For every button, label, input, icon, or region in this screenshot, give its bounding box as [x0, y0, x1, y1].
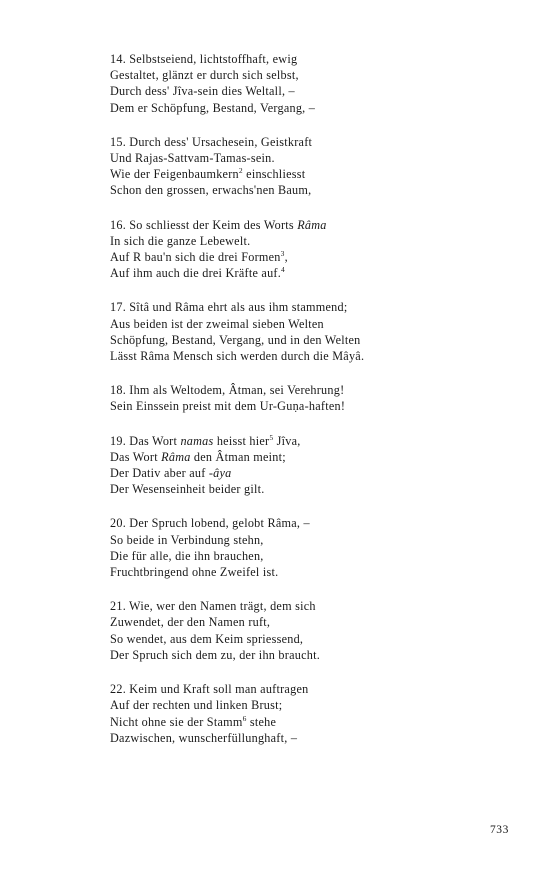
verse-line	[110, 465, 510, 481]
text-segment: Schon den grossen, erwachs'nen Baum,	[110, 183, 312, 198]
text-segment: Und Rajas-Sattvam-Tamas-sein.	[110, 151, 275, 166]
verse-line	[110, 730, 510, 746]
text-segment: 22. Keim und Kraft soll man auftragen	[110, 682, 309, 697]
verse-line	[110, 614, 510, 630]
footnote-marker: 3	[280, 249, 285, 259]
page-body	[110, 51, 510, 764]
verse-line	[110, 631, 510, 647]
text-segment: Lässt Râma Mensch sich werden durch die Mâyâ.	[110, 349, 365, 364]
text-segment: stehe	[246, 714, 277, 729]
verse-line	[110, 382, 510, 398]
text-segment: Gestaltet, glänzt er durch sich selbst,	[110, 68, 299, 83]
text-segment: Durch dess' Jîva-sein dies Weltall, –	[110, 84, 295, 99]
text-segment: Auf der rechten und linken Brust;	[110, 698, 283, 713]
verse-line	[110, 299, 510, 315]
verse-line	[110, 548, 510, 564]
page-number: 733	[489, 824, 509, 836]
text-segment: 20. Der Spruch lobend, gelobt Râma, –	[110, 516, 310, 531]
stanza	[110, 299, 510, 364]
italic-text: Râma	[297, 217, 327, 232]
text-segment: So wendet, aus dem Keim spriessend,	[110, 631, 304, 646]
text-segment: Dem er Schöpfung, Bestand, Vergang, –	[110, 100, 316, 115]
text-segment: heisst hier	[213, 433, 270, 448]
verse-line	[110, 316, 510, 332]
italic-text: Râma	[161, 449, 191, 464]
verse-line	[110, 398, 510, 414]
text-segment: Sein Einssein preist mit dem Ur-Guṇa-haften!	[110, 399, 346, 414]
text-segment: 14. Selbstseiend, lichtstoffhaft, ewig	[110, 52, 298, 66]
text-segment: Der Wesenseinheit beider gilt.	[110, 482, 265, 497]
verse-line	[110, 532, 510, 548]
stanza	[110, 598, 510, 663]
stanza	[110, 681, 510, 746]
verse-line	[110, 67, 510, 83]
stanza	[110, 433, 510, 498]
verse-line	[110, 83, 510, 99]
text-segment: Schöpfung, Bestand, Vergang, und in den Welten	[110, 332, 361, 347]
verse-line	[110, 449, 510, 465]
text-segment: Jîva,	[273, 433, 301, 448]
text-segment: Auf R bau'n sich die drei Formen	[110, 250, 281, 265]
verse-line	[110, 150, 510, 166]
verse-line	[110, 714, 510, 730]
text-segment: Dazwischen, wunscherfüllunghaft, –	[110, 730, 298, 745]
text-segment: Auf ihm auch die drei Kräfte auf.	[110, 266, 282, 281]
verse-line	[110, 564, 510, 580]
text-segment: Aus beiden ist der zweimal sieben Welten	[110, 316, 324, 331]
text-segment: den Âtman meint;	[190, 449, 286, 464]
verse-line	[110, 515, 510, 531]
verse-line	[110, 182, 510, 198]
text-segment: 17. Sîtâ und Râma ehrt als aus ihm stammend;	[110, 300, 348, 315]
footnote-marker: 4	[281, 265, 286, 275]
verse-line	[110, 233, 510, 249]
verse-line	[110, 217, 510, 233]
text-segment: 15. Durch dess' Ursachesein, Geistkraft	[110, 134, 313, 149]
text-segment: einschliesst	[242, 167, 306, 182]
text-segment: So beide in Verbindung stehn,	[110, 532, 264, 547]
stanza	[110, 217, 510, 282]
stanza	[110, 51, 510, 116]
verse-line	[110, 598, 510, 614]
footnote-marker: 5	[269, 432, 274, 442]
text-segment: Wie der Feigenbaumkern	[110, 167, 239, 182]
text-segment: 16. So schliesst der Keim des Worts	[110, 217, 298, 232]
verse-line	[110, 481, 510, 497]
text-segment: Nicht ohne sie der Stamm	[110, 714, 243, 729]
verse-line	[110, 249, 510, 265]
text-segment: Der Dativ aber auf	[110, 466, 209, 481]
stanza	[110, 515, 510, 580]
footnote-marker: 6	[242, 713, 247, 723]
text-segment: Fruchtbringend ohne Zweifel ist.	[110, 565, 279, 580]
verse-line	[110, 348, 510, 364]
verse-line	[110, 681, 510, 697]
italic-text: -âya	[208, 466, 232, 481]
footnote-marker: 2	[238, 166, 243, 176]
verse-line	[110, 697, 510, 713]
text-segment: Die für alle, die ihn brauchen,	[110, 548, 264, 563]
verse-line	[110, 166, 510, 182]
text-segment: Zuwendet, der den Namen ruft,	[110, 615, 271, 630]
verse-line	[110, 265, 510, 281]
text-segment: Der Spruch sich dem zu, der ihn braucht.	[110, 647, 321, 662]
text-segment: Das Wort	[110, 449, 162, 464]
stanza	[110, 382, 510, 414]
verse-line	[110, 134, 510, 150]
text-segment: 21. Wie, wer den Namen trägt, dem sich	[110, 599, 316, 614]
verse-line	[110, 433, 510, 449]
stanza	[110, 134, 510, 199]
text-segment: ,	[284, 250, 288, 265]
verse-line	[110, 100, 510, 116]
text-segment: 18. Ihm als Weltodem, Âtman, sei Verehrung!	[110, 383, 345, 398]
text-segment: In sich die ganze Lebewelt.	[110, 233, 251, 248]
verse-line	[110, 647, 510, 663]
verse-line	[110, 332, 510, 348]
verse-line	[110, 51, 510, 67]
italic-text: namas	[180, 433, 214, 448]
text-segment: 19. Das Wort	[110, 433, 181, 448]
